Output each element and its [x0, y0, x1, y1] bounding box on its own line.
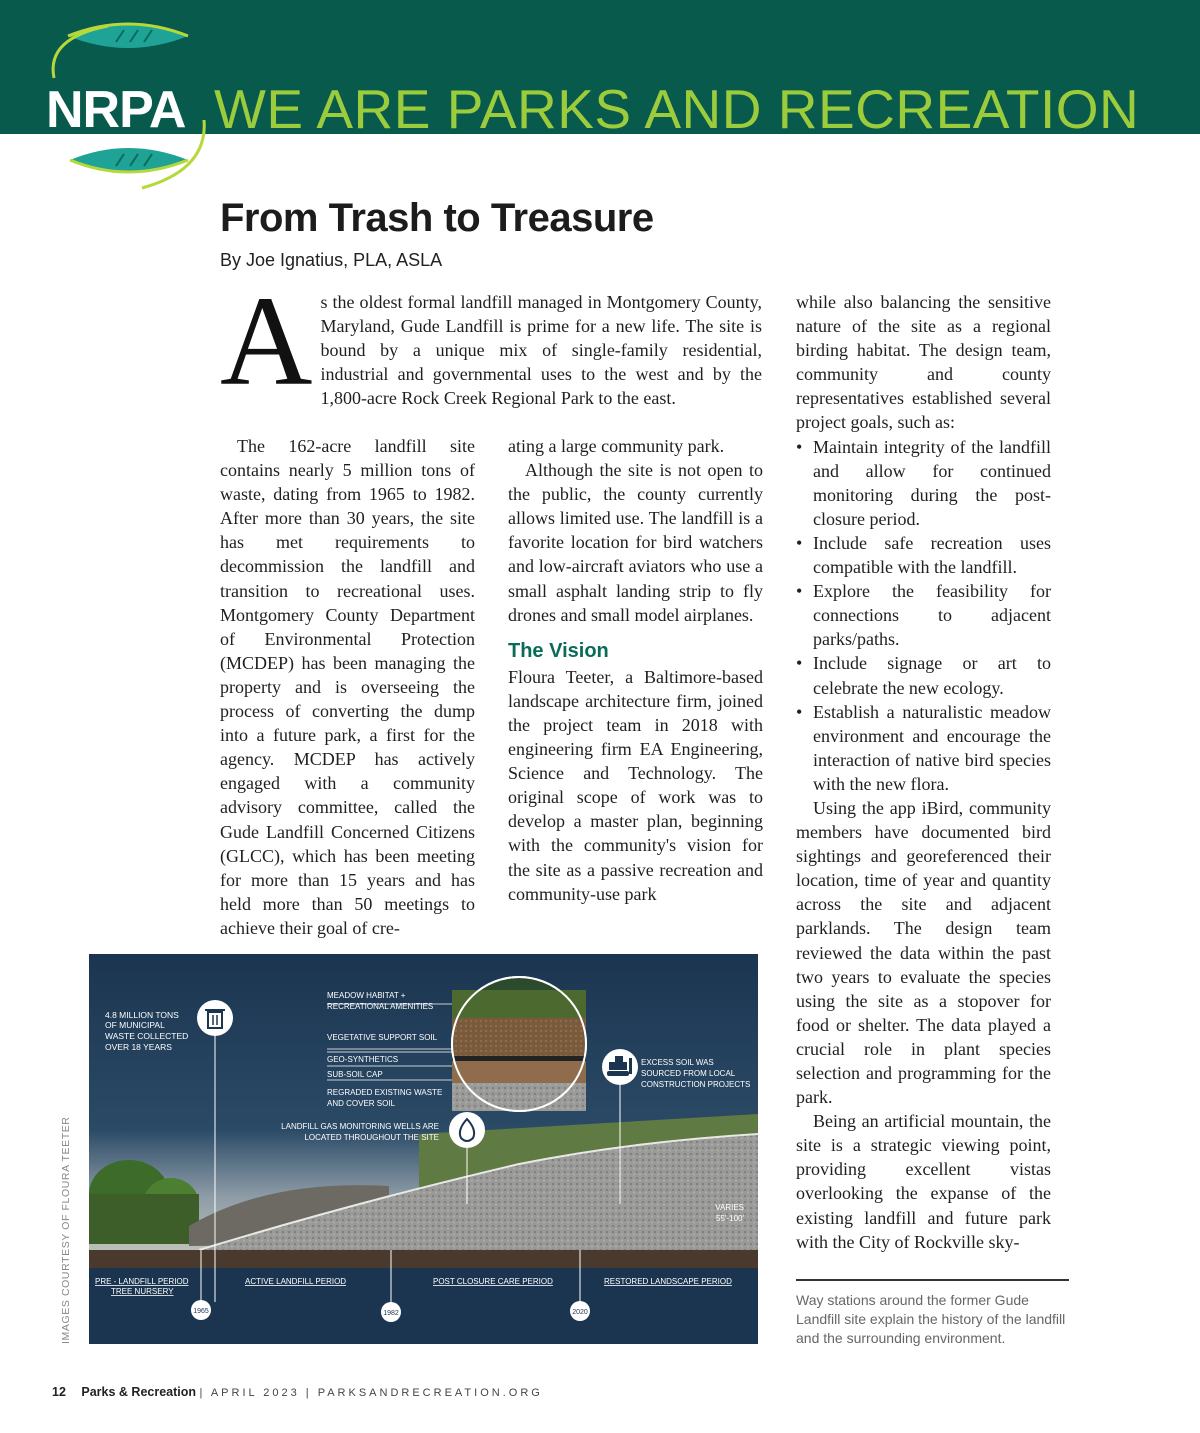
tons-label-line: OVER 18 YEARS	[105, 1042, 172, 1052]
lead-text: s the oldest formal landfill managed in Montgomery County, Maryland, Gude Landfill is prime for a new life. The site is bound by a unique mix of single-family residential, industrial and governmental uses to the west and by the 1,800-acre Rock Creek Regional Park to the east.	[320, 292, 762, 408]
gas-flame-icon	[449, 1112, 485, 1148]
list-item: • Maintain integrity of the landfill and allow for continued monitoring during the post-closure period.	[796, 435, 1051, 531]
article-byline: By Joe Ignatius, PLA, ASLA	[220, 250, 443, 270]
image-credit: IMAGES COURTESY OF FLOURA TEETER	[60, 1116, 72, 1344]
year-label: 1965	[193, 1308, 209, 1315]
excess-soil-label: SOURCED FROM LOCAL	[641, 1069, 736, 1078]
tons-label-line: OF MUNICIPAL	[105, 1020, 165, 1030]
list-item: • Explore the feasibility for connections to adjacent parks/paths.	[796, 579, 1051, 651]
caption-divider	[796, 1279, 1069, 1281]
page-footer	[52, 1385, 543, 1399]
period-restored-label: RESTORED LANDSCAPE PERIOD	[604, 1277, 732, 1286]
nrpa-logo-text: NRPA	[46, 81, 186, 139]
excess-soil-label: CONSTRUCTION PROJECTS	[641, 1080, 751, 1089]
header-tagline: WE ARE PARKS AND RECREATION	[214, 78, 1140, 140]
paragraph: Being an artificial mountain, the site is a strategic viewing point, providing excellent vistas overlooking the expanse of the existing landfill and future park with the City of Rockville sky-	[796, 1111, 1051, 1252]
tons-label-line: WASTE COLLECTED	[105, 1031, 189, 1041]
column-1	[220, 434, 475, 940]
meadow-label: MEADOW HABITAT +	[327, 991, 406, 1000]
geo-synthetics-label: GEO-SYNTHETICS	[327, 1055, 399, 1064]
list-item: • Include safe recreation uses compatible with the landfill.	[796, 531, 1051, 579]
article-title: From Trash to Treasure	[220, 196, 654, 240]
year-label: 2020	[572, 1309, 588, 1316]
issue-info: | APRIL 2023 | PARKSANDRECREATION.ORG	[199, 1387, 543, 1399]
period-active-label: ACTIVE LANDFILL PERIOD	[245, 1277, 347, 1286]
list-item: • Include signage or art to celebrate the new ecology.	[796, 651, 1051, 699]
period-post-label: POST CLOSURE CARE PERIOD	[433, 1277, 553, 1286]
gas-wells-label: LANDFILL GAS MONITORING WELLS ARE	[281, 1122, 439, 1131]
lead-paragraph	[220, 270, 762, 412]
column-2	[508, 434, 763, 906]
paragraph: while also balancing the sensitive nature of the site as a regional birding habitat. The design team, community and county representatives established several project goals, such as:	[796, 292, 1051, 433]
trash-can-icon	[197, 1000, 233, 1036]
excess-soil-label: EXCESS SOIL WAS	[641, 1058, 714, 1067]
figure-caption: Way stations around the former Gude Landfill site explain the history of the landfill and the surrounding environment.	[796, 1292, 1066, 1346]
bulldozer-icon	[602, 1049, 638, 1085]
paragraph: The 162-acre landfill site contains nearly 5 million tons of waste, dating from 1965 to 1982. After more than 30 years, the site has met requirements to decommission the landfill and transition to recreational uses. Montgomery County Department of Environmental Protection (MCDEP) has been managing the property and is overseeing the process of converting the dump into a future park, a first for the agency. MCDEP has actively engaged with a community advisory committee, called the Gude Landfill Concerned Citizens (GLCC), which has been meeting for more than 15 years and has held more than 50 meetings to achieve their goal of cre-	[220, 436, 475, 938]
year-label: 1982	[383, 1310, 399, 1317]
vegetative-soil-label: VEGETATIVE SUPPORT SOIL	[327, 1033, 438, 1042]
section-heading-vision: The Vision	[508, 639, 609, 662]
year-2020-marker	[570, 1301, 590, 1321]
project-goals-list	[796, 435, 1051, 796]
varies-label: VARIES	[715, 1203, 744, 1212]
landfill-section-illustration	[89, 954, 758, 1344]
column-3	[796, 290, 1051, 1254]
tons-label-line: 4.8 MILLION TONS	[105, 1010, 179, 1020]
regraded-label: REGRADED EXISTING WASTE	[327, 1088, 443, 1097]
paragraph: Although the site is not open to the public, the county currently allows limited use. The landfill is a favorite location for bird watchers and low-aircraft aviators who use a small asphalt landing strip to fly drones and small model airplanes.	[508, 460, 763, 625]
year-1965-marker	[191, 1300, 211, 1320]
regraded-label: AND COVER SOIL	[327, 1099, 396, 1108]
period-pre-sub-label: TREE NURSERY	[111, 1287, 174, 1296]
paragraph: ating a large community park.	[508, 436, 725, 456]
page-number: 12	[52, 1385, 66, 1399]
meadow-label: RECREATIONAL AMENITIES	[327, 1002, 434, 1011]
paragraph: Using the app iBird, community members have documented bird sightings and georeferenced their location, time of year and quantity across the site and adjacent parklands. The design team reviewed the data within the past two years to evaluate the species using the site as a stopover for food or shelter. The data played a crucial role in plant species selection and programming for the park.	[796, 797, 1051, 1108]
drop-cap: A	[220, 270, 313, 412]
gas-wells-label: LOCATED THROUGHOUT THE SITE	[304, 1133, 439, 1142]
varies-label: 55'-100'	[716, 1214, 744, 1223]
magazine-name: Parks & Recreation	[81, 1385, 197, 1399]
year-1982-marker	[381, 1302, 401, 1322]
list-item: • Establish a naturalistic meadow environment and encourage the interaction of native bird species with the new flora.	[796, 700, 1051, 796]
ground-band	[89, 1250, 758, 1268]
period-pre-label: PRE - LANDFILL PERIOD	[95, 1277, 189, 1286]
paragraph: Floura Teeter, a Baltimore-based landscape architecture firm, joined the project team in 2018 with engineering firm EA Engineering, Science and Technology. The original scope of work was to develop a master plan, beginning with the community's vision for the site as a passive recreation and community-use park	[508, 666, 763, 904]
sub-soil-cap-label: SUB-SOIL CAP	[327, 1070, 383, 1079]
